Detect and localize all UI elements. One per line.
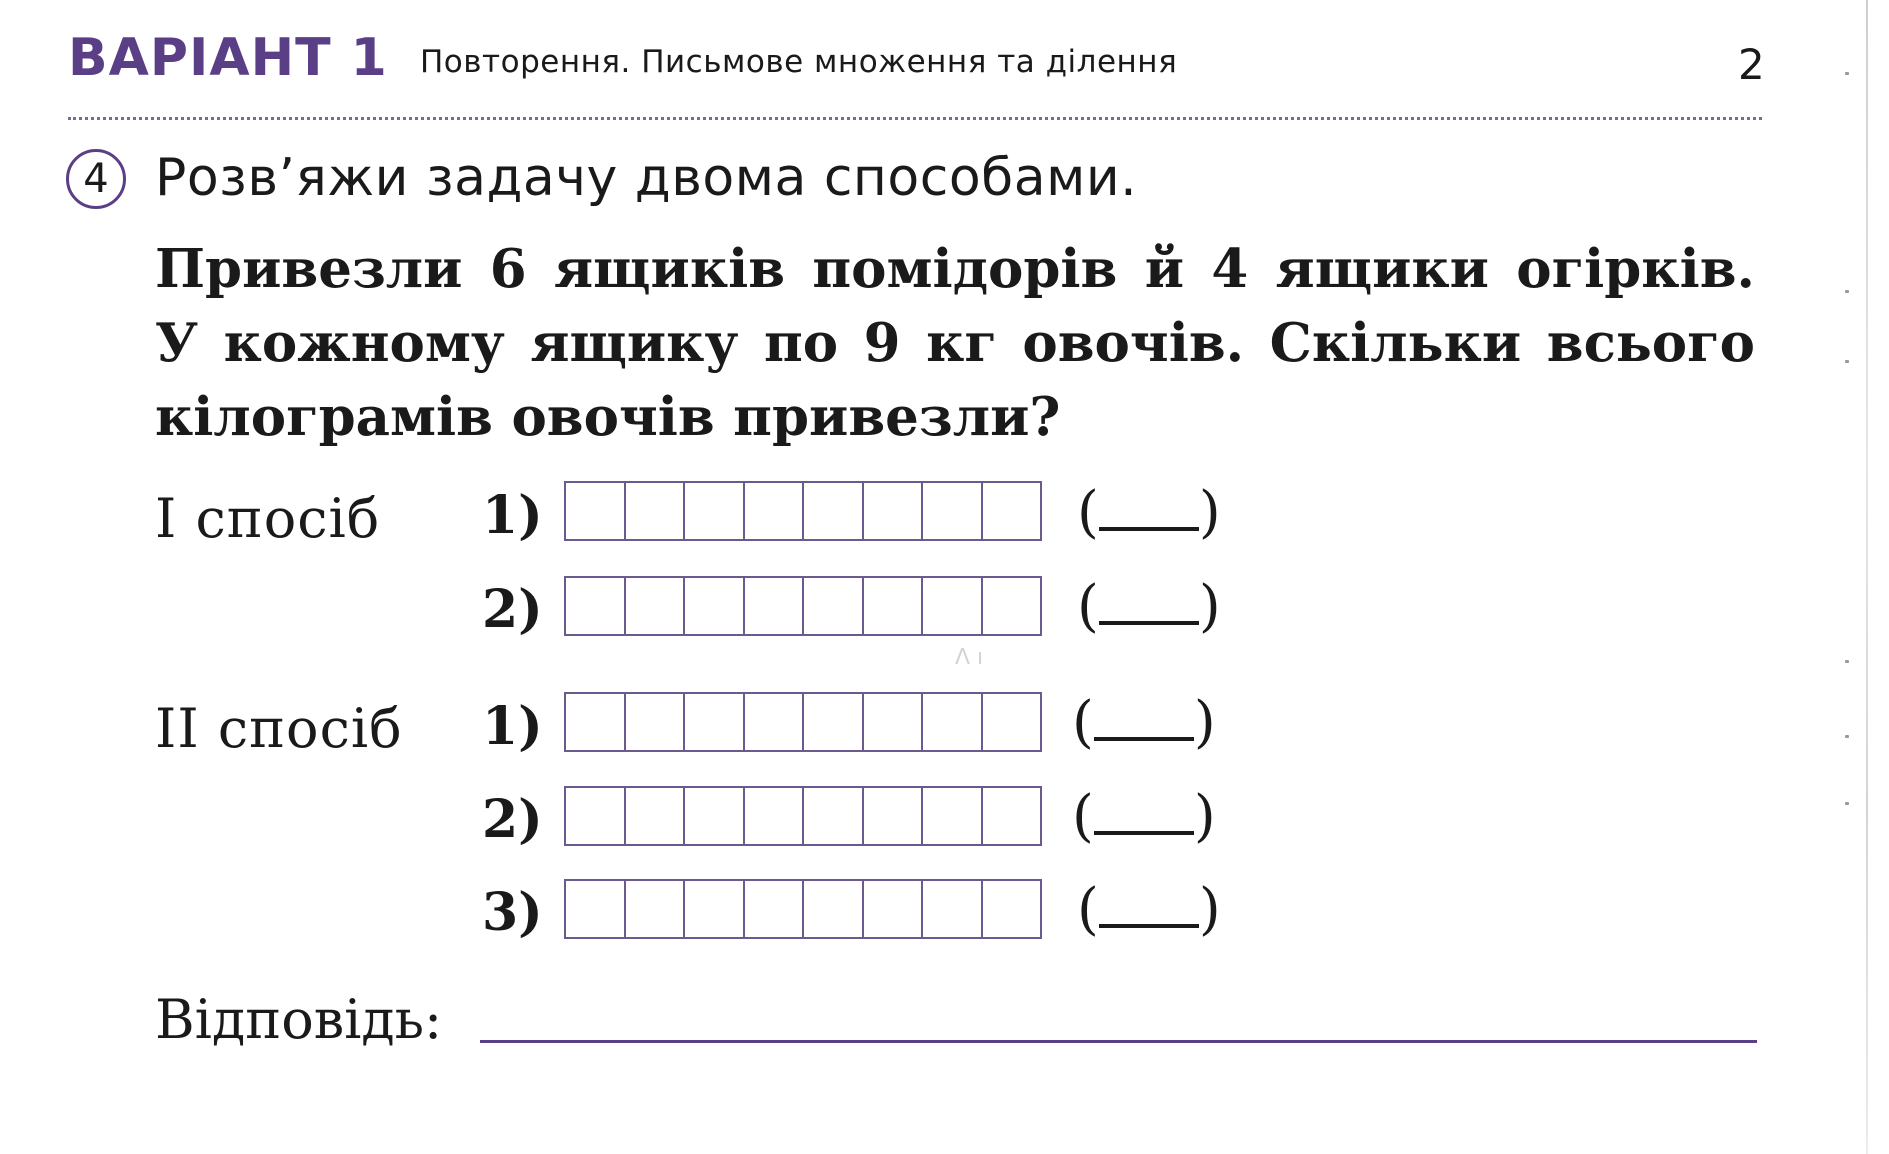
answer-label: Відповідь: — [155, 988, 443, 1051]
answer-cell[interactable] — [864, 578, 924, 634]
method-2-step-3-label: 3) — [482, 882, 543, 943]
answer-cell[interactable] — [745, 788, 805, 844]
parenthesis: ) — [1198, 877, 1221, 942]
answer-cell[interactable] — [745, 881, 805, 937]
method-2-step-1-label: 1) — [482, 696, 543, 757]
answer-cell[interactable] — [923, 881, 983, 937]
parenthesis: ( — [1077, 574, 1099, 639]
parenthesis: ) — [1193, 784, 1216, 849]
topic-title: Повторення. Письмове множення та ділення — [420, 44, 1178, 80]
answer-cell[interactable] — [864, 483, 924, 539]
scan-speck — [1845, 290, 1849, 293]
answer-cell[interactable] — [804, 694, 864, 750]
method-2-step-3-cells[interactable] — [564, 879, 1042, 939]
answer-cell[interactable] — [626, 483, 686, 539]
method-2-step-1-cells[interactable] — [564, 692, 1042, 752]
unit-blank[interactable] — [1099, 587, 1199, 625]
problem-line-1: Привезли 6 ящиків помідорів й 4 ящики огірків. — [155, 238, 1755, 300]
pencil-mark: ꓥ ı — [955, 645, 984, 670]
parenthesis: ) — [1193, 690, 1216, 755]
answer-line[interactable] — [480, 1040, 1757, 1043]
scan-speck — [1845, 360, 1849, 363]
answer-cell[interactable] — [685, 788, 745, 844]
scan-speck — [1845, 802, 1849, 805]
method-2-step-1-unit[interactable] — [1072, 690, 1216, 755]
method-1-step-1-label: 1) — [482, 485, 543, 546]
parenthesis: ( — [1072, 784, 1094, 849]
answer-cell[interactable] — [983, 788, 1043, 844]
task-number-badge — [66, 149, 126, 209]
answer-cell[interactable] — [626, 881, 686, 937]
answer-cell[interactable] — [983, 694, 1043, 750]
answer-cell[interactable] — [745, 483, 805, 539]
answer-cell[interactable] — [864, 694, 924, 750]
parenthesis: ( — [1077, 877, 1099, 942]
parenthesis: ) — [1198, 480, 1221, 545]
answer-cell[interactable] — [804, 483, 864, 539]
answer-cell[interactable] — [864, 881, 924, 937]
scan-edge — [1866, 0, 1868, 1154]
answer-cell[interactable] — [745, 694, 805, 750]
method-2-step-2-unit[interactable] — [1072, 784, 1216, 849]
answer-cell[interactable] — [566, 788, 626, 844]
header-divider — [68, 117, 1762, 120]
method-1-step-2-cells[interactable] — [564, 576, 1042, 636]
unit-blank[interactable] — [1094, 797, 1194, 835]
method-2-step-2-cells[interactable] — [564, 786, 1042, 846]
answer-cell[interactable] — [923, 483, 983, 539]
unit-blank[interactable] — [1099, 493, 1199, 531]
task-title: Розв’яжи задачу двома способами. — [155, 148, 1138, 208]
method-1-label: I спосіб — [155, 487, 381, 550]
answer-cell[interactable] — [923, 694, 983, 750]
answer-cell[interactable] — [983, 578, 1043, 634]
problem-line-3: кілограмів овочів привезли? — [155, 386, 1061, 448]
method-2-step-3-unit[interactable] — [1077, 877, 1221, 942]
answer-cell[interactable] — [923, 788, 983, 844]
method-2-label: II спосіб — [155, 697, 403, 760]
answer-cell[interactable] — [566, 881, 626, 937]
answer-cell[interactable] — [566, 694, 626, 750]
scan-speck — [1845, 735, 1849, 738]
method-1-step-2-unit[interactable] — [1077, 574, 1221, 639]
answer-cell[interactable] — [864, 788, 924, 844]
answer-cell[interactable] — [804, 881, 864, 937]
method-1-step-2-label: 2) — [482, 579, 543, 640]
parenthesis: ( — [1072, 690, 1094, 755]
answer-cell[interactable] — [804, 788, 864, 844]
method-2-step-2-label: 2) — [482, 789, 543, 850]
answer-cell[interactable] — [566, 483, 626, 539]
parenthesis: ) — [1198, 574, 1221, 639]
answer-cell[interactable] — [983, 483, 1043, 539]
answer-cell[interactable] — [626, 788, 686, 844]
scan-speck — [1845, 660, 1849, 663]
answer-cell[interactable] — [745, 578, 805, 634]
unit-blank[interactable] — [1094, 703, 1194, 741]
page-number: 2 — [1738, 40, 1765, 89]
method-1-step-1-unit[interactable] — [1077, 480, 1221, 545]
answer-cell[interactable] — [566, 578, 626, 634]
answer-cell[interactable] — [626, 694, 686, 750]
scan-speck — [1845, 72, 1849, 75]
unit-blank[interactable] — [1099, 890, 1199, 928]
answer-cell[interactable] — [685, 881, 745, 937]
parenthesis: ( — [1077, 480, 1099, 545]
answer-cell[interactable] — [983, 881, 1043, 937]
variant-title: ВАРІАНТ 1 — [68, 28, 388, 88]
answer-cell[interactable] — [685, 578, 745, 634]
answer-cell[interactable] — [626, 578, 686, 634]
answer-cell[interactable] — [804, 578, 864, 634]
answer-cell[interactable] — [685, 694, 745, 750]
task-number: 4 — [83, 156, 109, 202]
problem-line-2: У кожному ящику по 9 кг овочів. Скільки всього — [155, 312, 1755, 374]
method-1-step-1-cells[interactable] — [564, 481, 1042, 541]
answer-cell[interactable] — [685, 483, 745, 539]
answer-cell[interactable] — [923, 578, 983, 634]
